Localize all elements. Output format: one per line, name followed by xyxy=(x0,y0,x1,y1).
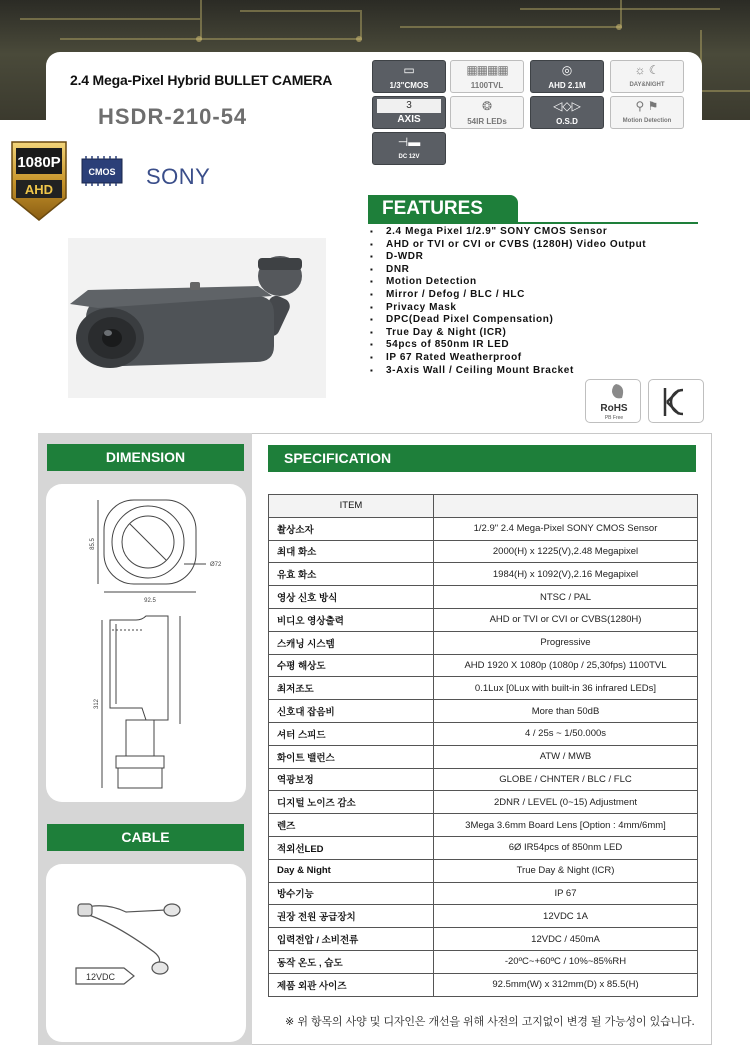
table-row xyxy=(269,563,698,586)
table-row xyxy=(269,654,698,677)
spec-item-label: 디지털 노이즈 감소 xyxy=(269,791,434,814)
spec-item-label: 비디오 영상출력 xyxy=(269,608,434,631)
spec-item-value: 12VDC 1A xyxy=(434,905,698,928)
table-row xyxy=(269,608,698,631)
kc-mark-badge xyxy=(648,379,704,423)
ahd-top-text: 1080P xyxy=(17,154,61,171)
axis-icon: 3 xyxy=(377,99,441,113)
list-item: ▪ DPC(Dead Pixel Compensation) xyxy=(370,314,646,327)
spec-item-value: GLOBE / CHNTER / BLC / FLC xyxy=(434,768,698,791)
kc-mark-icon xyxy=(649,380,705,424)
tile-ir-leds: ❂ 54IR LEDs xyxy=(450,96,524,129)
ahd-icon: ◎ xyxy=(561,63,573,77)
spec-item-label: 렌즈 xyxy=(269,814,434,837)
spec-item-value: NTSC / PAL xyxy=(434,586,698,609)
rohs-sub-text: PB Free xyxy=(604,415,624,421)
spec-item-value: ATW / MWB xyxy=(434,745,698,768)
day-night-icon: ☼ ☾ xyxy=(634,63,660,77)
cable-diagram xyxy=(46,864,246,1042)
tile-dc12v: ⊣▬ DC 12V xyxy=(372,132,446,165)
table-row xyxy=(269,859,698,882)
spec-item-label: 방수기능 xyxy=(269,882,434,905)
spec-item-label: 유효 화소 xyxy=(269,563,434,586)
spec-item-value: Progressive xyxy=(434,631,698,654)
features-list xyxy=(370,226,646,377)
list-item: ▪ Privacy Mask xyxy=(370,302,646,315)
spec-item-value: True Day & Night (ICR) xyxy=(434,859,698,882)
table-row xyxy=(269,814,698,837)
dim-d-text: 312 xyxy=(94,698,100,710)
tile-ahd: ◎ AHD 2.1M xyxy=(530,60,604,93)
table-row xyxy=(269,928,698,951)
cmos-chip-badge xyxy=(78,156,126,186)
dim-w-text: 92.5 xyxy=(144,598,156,604)
table-row xyxy=(269,950,698,973)
spec-item-label: 권장 전원 공급장치 xyxy=(269,905,434,928)
product-title: 2.4 Mega-Pixel Hybrid BULLET CAMERA xyxy=(70,72,333,88)
table-row xyxy=(269,677,698,700)
spec-item-label: 최대 화소 xyxy=(269,540,434,563)
spec-item-label: Day & Night xyxy=(269,859,434,882)
column-header-item: ITEM xyxy=(269,495,434,518)
spec-item-value: 3Mega 3.6mm Board Lens [Option : 4mm/6mm] xyxy=(434,814,698,837)
cable-drawing xyxy=(46,864,246,1042)
osd-icon: ◁◇▷ xyxy=(553,99,581,113)
tile-sensor: ▭ 1/3"CMOS xyxy=(372,60,446,93)
table-header-row xyxy=(269,495,698,518)
spec-item-label: 영상 신호 방식 xyxy=(269,586,434,609)
spec-table xyxy=(268,494,698,997)
features-heading: FEATURES xyxy=(368,195,518,223)
dimension-heading: DIMENSION xyxy=(47,444,244,471)
dim-h-text: 85.5 xyxy=(90,538,96,550)
spec-item-value: More than 50dB xyxy=(434,700,698,723)
spec-item-label: 수평 해상도 xyxy=(269,654,434,677)
spec-item-label: 동작 온도 , 습도 xyxy=(269,950,434,973)
spec-item-value: AHD 1920 X 1080p (1080p / 25,30fps) 1100TVL xyxy=(434,654,698,677)
sensor-icon: ▭ xyxy=(403,63,415,77)
spec-item-label: 입력전압 / 소비전류 xyxy=(269,928,434,951)
table-row xyxy=(269,836,698,859)
spec-item-label: 스캐닝 시스템 xyxy=(269,631,434,654)
list-item: ▪ 54pcs of 850nm IR LED xyxy=(370,339,646,352)
spec-item-value: 1/2.9" 2.4 Mega-Pixel SONY CMOS Sensor xyxy=(434,517,698,540)
table-row xyxy=(269,586,698,609)
tile-osd: ◁◇▷ O.S.D xyxy=(530,96,604,129)
features-divider xyxy=(368,222,698,224)
model-number: HSDR-210-54 xyxy=(98,104,248,129)
spec-item-value: 4 / 25s ~ 1/50.000s xyxy=(434,722,698,745)
dim-lens-text: Ø72 xyxy=(210,562,222,568)
list-item: ▪ 2.4 Mega Pixel 1/2.9" SONY CMOS Sensor xyxy=(370,226,646,239)
spec-item-value: AHD or TVI or CVI or CVBS(1280H) xyxy=(434,608,698,631)
list-item: ▪ IP 67 Rated Weatherproof xyxy=(370,352,646,365)
specification-heading: SPECIFICATION xyxy=(268,445,696,472)
list-item: ▪ DNR xyxy=(370,264,646,277)
table-row xyxy=(269,700,698,723)
bullet-camera-image xyxy=(68,238,326,398)
spec-item-label: 신호대 잡음비 xyxy=(269,700,434,723)
list-item: ▪ D-WDR xyxy=(370,251,646,264)
spec-item-label: 제품 외관 사이즈 xyxy=(269,973,434,996)
ahd-1080p-badge xyxy=(10,140,68,222)
tile-tvl: ▦▦▦▦ 1100TVL xyxy=(450,60,524,93)
table-row xyxy=(269,631,698,654)
spec-item-value: 0.1Lux [0Lux with built-in 36 infrared LEDs] xyxy=(434,677,698,700)
spec-item-value: 12VDC / 450mA xyxy=(434,928,698,951)
spec-item-value: -20ºC~+60ºC / 10%~85%RH xyxy=(434,950,698,973)
cmos-txt-text: CMOS xyxy=(88,167,116,177)
spec-item-value: 2DNR / LEVEL (0~15) Adjustment xyxy=(434,791,698,814)
rohs-txt-text: RoHS xyxy=(600,403,628,414)
tile-motion: ⚲ ⚑ Motion Detection xyxy=(610,96,684,129)
dimension-diagram xyxy=(46,484,246,802)
spec-item-label: 역광보정 xyxy=(269,768,434,791)
sony-logo: SONY xyxy=(146,164,211,189)
dimension-drawing xyxy=(46,484,246,802)
table-row xyxy=(269,882,698,905)
list-item: ▪ True Day & Night (ICR) xyxy=(370,327,646,340)
spec-item-label: 적외선LED xyxy=(269,836,434,859)
resolution-icon: ▦▦▦▦ xyxy=(466,63,508,77)
disclaimer-note: ※ 위 항목의 사양 및 디자인은 개선을 위해 사전의 고지없이 변경 될 가능성이 있습니다. xyxy=(285,1015,695,1028)
spec-item-value: 92.5mm(W) x 312mm(D) x 85.5(H) xyxy=(434,973,698,996)
spec-item-label: 촬상소자 xyxy=(269,517,434,540)
table-row xyxy=(269,745,698,768)
table-row xyxy=(269,973,698,996)
tile-axis: 3 AXIS xyxy=(372,96,446,129)
power-plug-icon: ⊣▬ xyxy=(397,135,421,149)
spec-item-label: 셔터 스피드 xyxy=(269,722,434,745)
list-item: ▪ Motion Detection xyxy=(370,276,646,289)
spec-item-label: 화이트 밸런스 xyxy=(269,745,434,768)
table-row xyxy=(269,517,698,540)
tile-day-night: ☼ ☾ DAY&NIGHT xyxy=(610,60,684,93)
table-row xyxy=(269,768,698,791)
table-row xyxy=(269,540,698,563)
leaf-icon xyxy=(586,380,642,424)
cable-heading: CABLE xyxy=(47,824,244,851)
table-row xyxy=(269,791,698,814)
ahd-bot-text: AHD xyxy=(24,182,54,197)
table-row xyxy=(269,722,698,745)
rohs-badge xyxy=(585,379,641,423)
motion-detection-icon: ⚲ ⚑ xyxy=(635,99,659,113)
cable-lbl-text: 12VDC xyxy=(86,972,116,982)
spec-item-value: 1984(H) x 1092(V),2.16 Megapixel xyxy=(434,563,698,586)
spec-item-value: 6Ø IR54pcs of 850nm LED xyxy=(434,836,698,859)
list-item: ▪ AHD or TVI or CVI or CVBS (1280H) Video Output xyxy=(370,239,646,252)
spec-item-label: 최저조도 xyxy=(269,677,434,700)
spec-item-value: IP 67 xyxy=(434,882,698,905)
list-item: ▪ Mirror / Defog / BLC / HLC xyxy=(370,289,646,302)
ir-led-icon: ❂ xyxy=(481,99,493,113)
table-row xyxy=(269,905,698,928)
list-item: ▪ 3-Axis Wall / Ceiling Mount Bracket xyxy=(370,365,646,378)
column-header-value xyxy=(434,495,698,518)
spec-item-value: 2000(H) x 1225(V),2.48 Megapixel xyxy=(434,540,698,563)
